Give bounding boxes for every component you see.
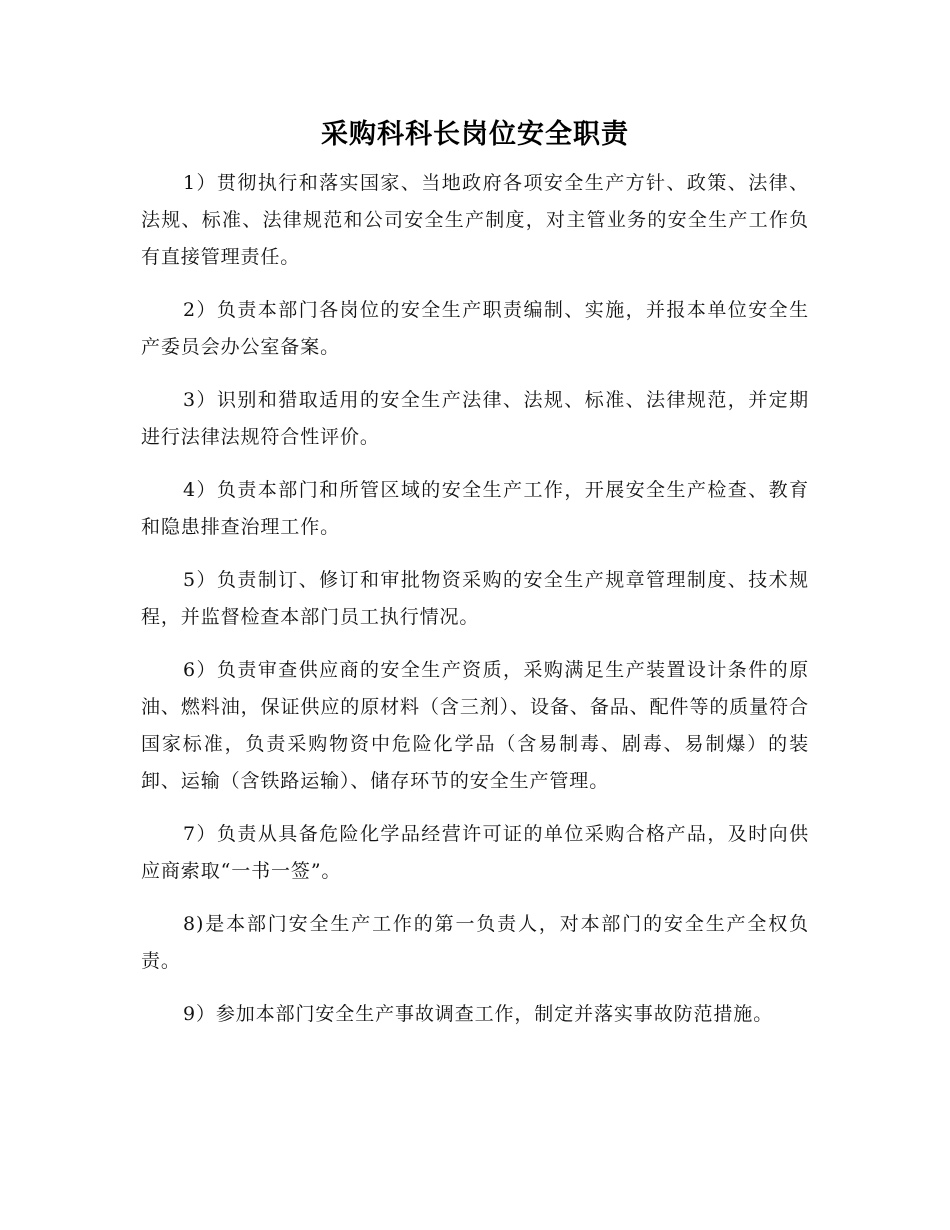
paragraph-4: 4）负责本部门和所管区域的安全生产工作，开展安全生产检查、教育和隐患排查治理工作。 (141, 479, 809, 538)
paragraph-9: 9）参加本部门安全生产事故调查工作，制定并落实事故防范措施。 (183, 1003, 774, 1025)
paragraph-8: 8)是本部门安全生产工作的第一负责人，对本部门的安全生产全权负责。 (141, 913, 809, 972)
paragraph-5: 5）负责制订、修订和审批物资采购的安全生产规章管理制度、技术规程，并监督检查本部门员工执行情况。 (141, 569, 809, 628)
paragraph-7: 7）负责从具备危险化学品经营许可证的单位采购合格产品，及时向供应商索取“一书一签”。 (141, 823, 809, 882)
document-body (141, 165, 809, 1049)
paragraph-3: 3）识别和猎取适用的安全生产法律、法规、标准、法律规范，并定期进行法律法规符合性评价。 (141, 389, 809, 448)
document-title: 采购科科长岗位安全职责 (321, 119, 629, 150)
paragraph-1: 1）贯彻执行和落实国家、当地政府各项安全生产方针、政策、法律、法规、标准、法律规范和公司安全生产制度，对主管业务的安全生产工作负有直接管理责任。 (141, 172, 809, 268)
paragraph-6: 6）负责审查供应商的安全生产资质，采购满足生产装置设计条件的原油、燃料油，保证供应的原材料（含三剂）、设备、备品、配件等的质量符合国家标准，负责采购物资中危险化学品（含易制毒、剧毒、易制爆）的装卸、运输（含铁路运输）、储存环节的安全生产管理。 (141, 659, 809, 792)
paragraph-2: 2）负责本部门各岗位的安全生产职责编制、实施，并报本单位安全生产委员会办公室备案。 (141, 299, 809, 358)
